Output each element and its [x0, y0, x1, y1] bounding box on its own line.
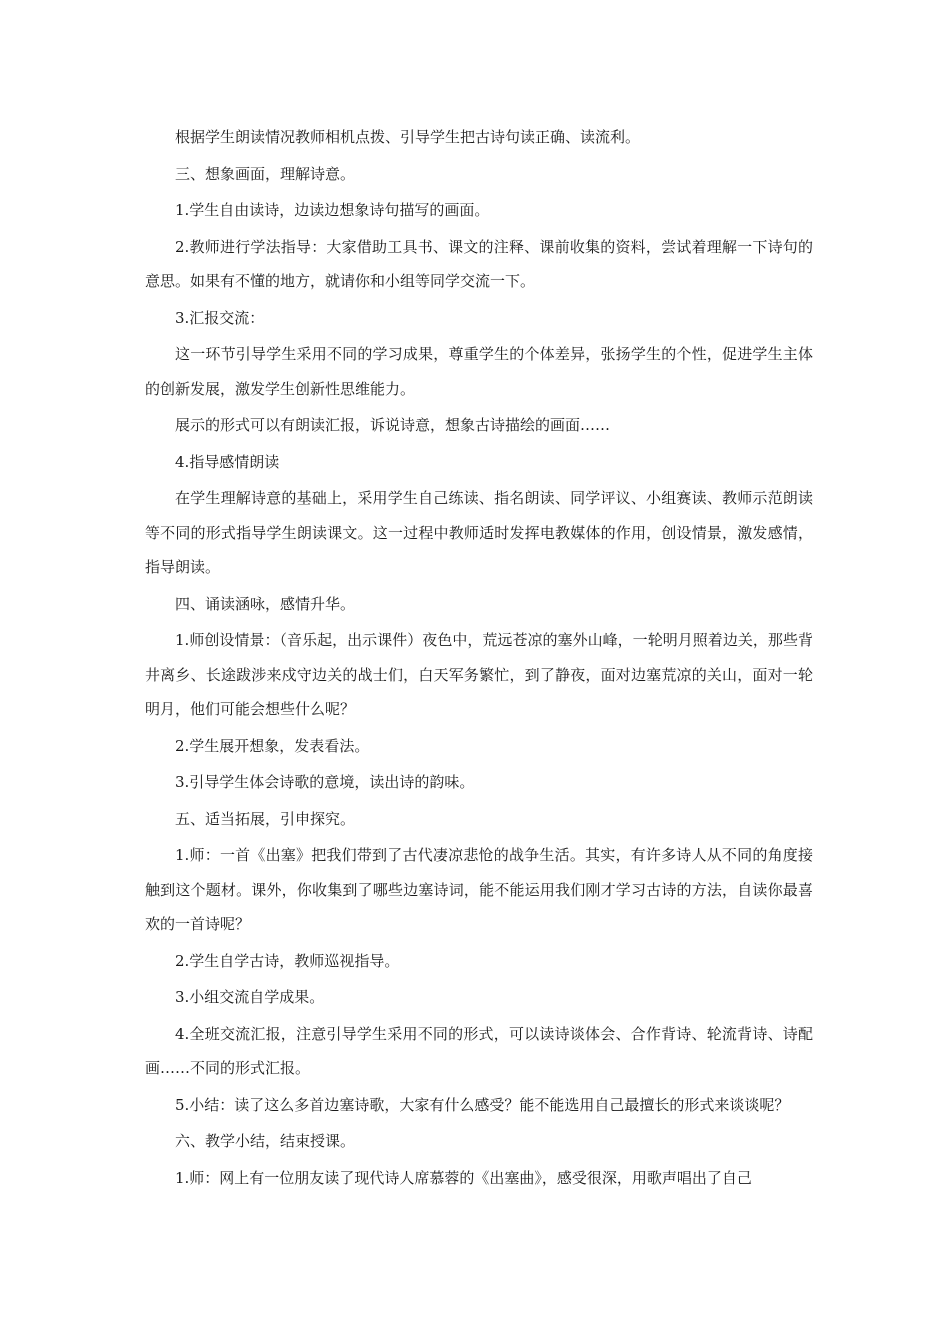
list-item: 3.汇报交流： [175, 308, 265, 327]
list-item: 4.全班交流汇报，注意引导学生采用不同的形式，可以读诗谈体会、合作背诗、轮流背诗、诗配画……不同的形式汇报。 [145, 1024, 813, 1077]
section-heading: 四、诵读涵咏，感情升华。 [175, 594, 356, 613]
list-item: 5.小结：读了这么多首边塞诗歌，大家有什么感受？能不能选用自己最擅长的形式来谈谈呢？ [175, 1095, 790, 1114]
list-item: 3.小组交流自学成果。 [175, 988, 325, 1006]
list-item: 3.引导学生体会诗歌的意境，读出诗的韵味。 [175, 773, 475, 791]
section-heading: 三、想象画面，理解诗意。 [175, 164, 356, 183]
list-item: 2.学生自学古诗，教师巡视指导。 [175, 951, 400, 970]
paragraph: 展示的形式可以有朗读汇报，诉说诗意，想象古诗描绘的画面…… [175, 416, 611, 434]
section-heading: 六、教学小结，结束授课。 [175, 1132, 356, 1150]
paragraph: 在学生理解诗意的基础上，采用学生自己练读、指名朗读、同学评议、小组赛读、教师示范朗读等不同的形式指导学生朗读课文。这一过程中教师适时发挥电教媒体的作用，创设情景，激发感情，指导朗读。 [145, 489, 813, 576]
list-item: 1.师创设情景：（音乐起，出示课件）夜色中，荒远苍凉的塞外山峰，一轮明月照着边关，那些背井离乡、长途跋涉来戍守边关的战士们，白天军务繁忙，到了静夜，面对边塞荒凉的关山，面对一轮明月，他们可能会想些什么呢？ [145, 631, 813, 718]
list-item: 1.学生自由读诗，边读边想象诗句描写的画面。 [175, 201, 490, 219]
section-heading: 五、适当拓展，引申探究。 [175, 809, 356, 828]
list-item: 1.师：网上有一位朋友读了现代诗人席慕蓉的《出塞曲》，感受很深，用歌声唱出了自己 [175, 1168, 752, 1187]
document-body [145, 120, 813, 1197]
list-item: 2.学生展开想象，发表看法。 [175, 736, 370, 755]
list-item: 2.教师进行学法指导：大家借助工具书、课文的注释、课前收集的资料，尝试着理解一下诗句的意思。如果有不懂的地方，就请你和小组等同学交流一下。 [145, 237, 813, 290]
list-item: 4.指导感情朗读 [175, 452, 280, 471]
list-item: 1.师：一首《出塞》把我们带到了古代凄凉悲怆的战争生活。其实，有许多诗人从不同的角度接触到这个题材。课外，你收集到了哪些边塞诗词，能不能运用我们刚才学习古诗的方法，自读你最喜欢的一首诗呢？ [145, 846, 813, 933]
paragraph: 这一环节引导学生采用不同的学习成果，尊重学生的个体差异，张扬学生的个性，促进学生主体的创新发展，激发学生创新性思维能力。 [145, 345, 813, 398]
paragraph: 根据学生朗读情况教师相机点拨、引导学生把古诗句读正确、读流利。 [175, 128, 641, 146]
